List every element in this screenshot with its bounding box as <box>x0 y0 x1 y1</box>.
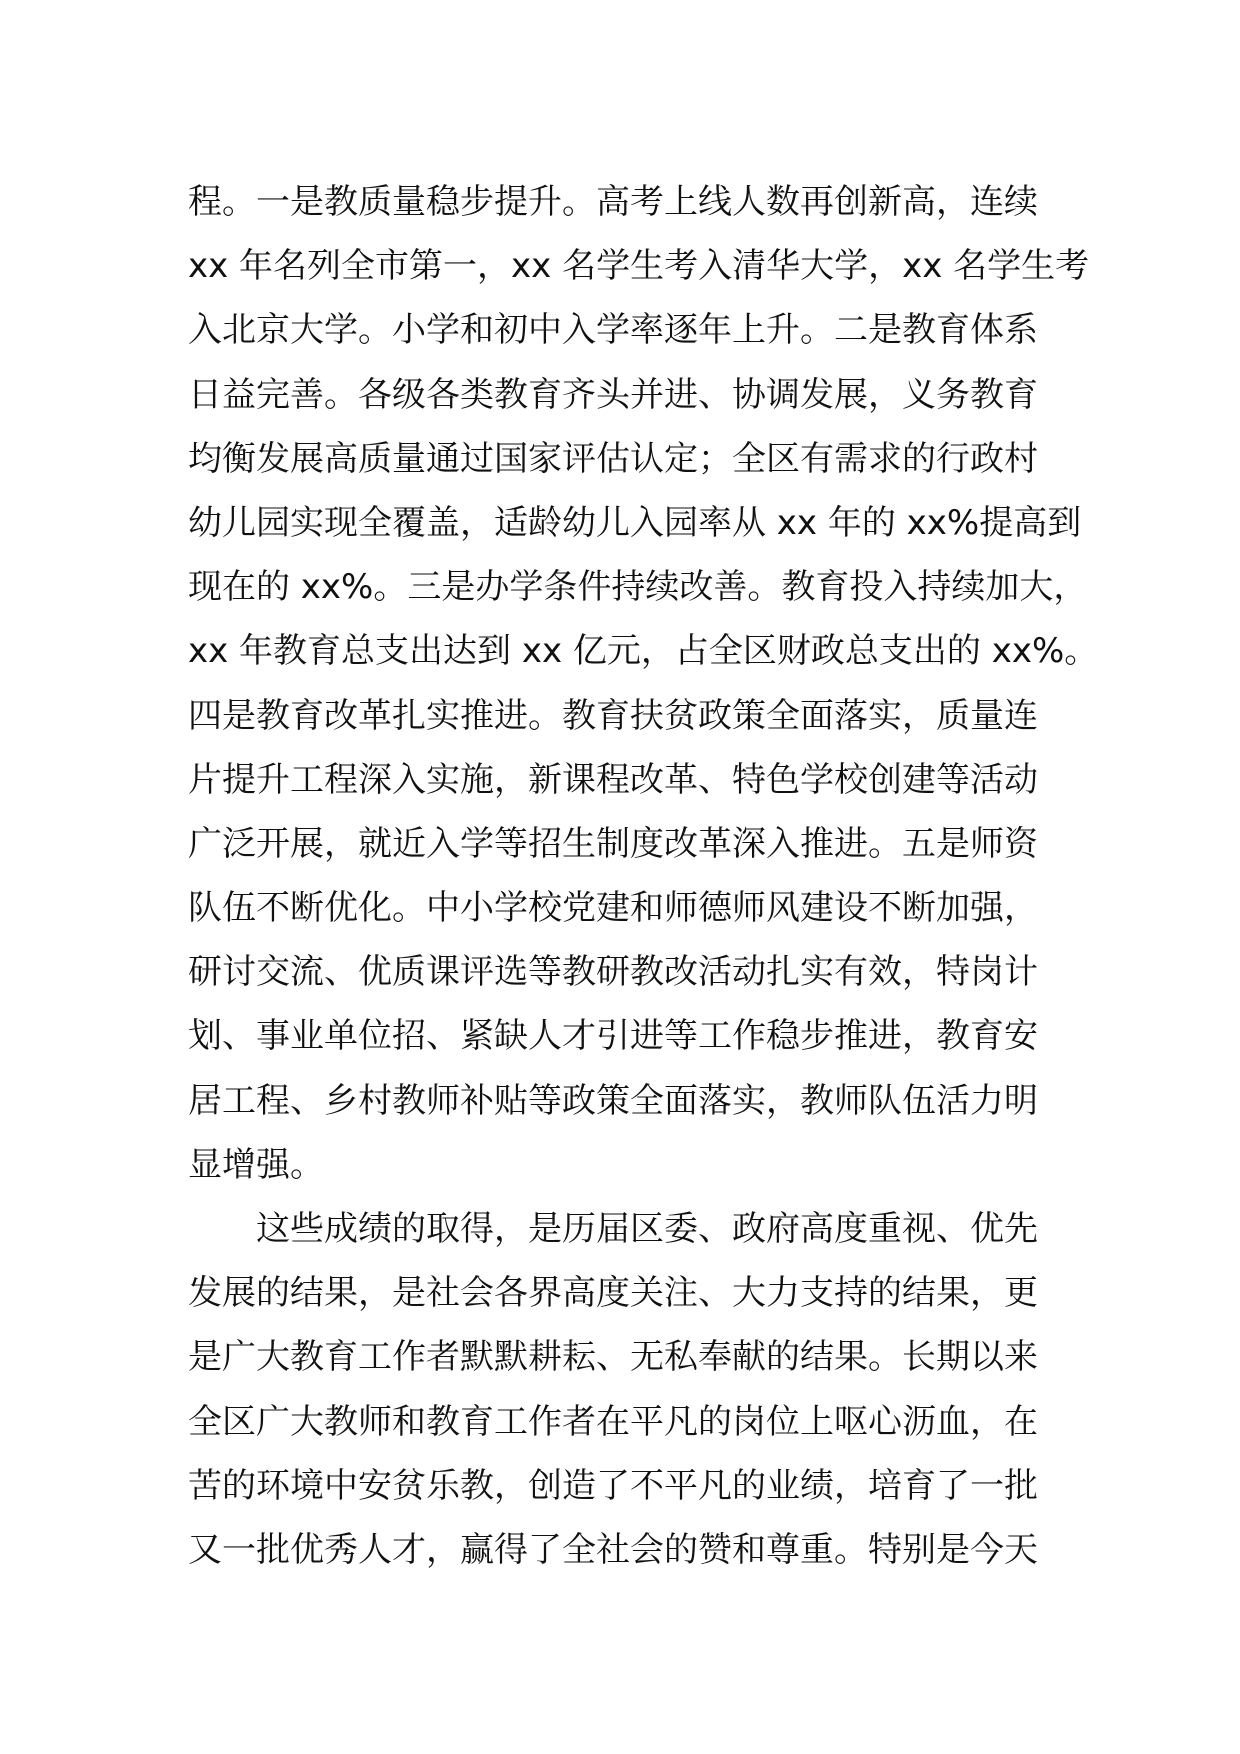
text-line: xx 年教育总支出达到 xx 亿元，占全区财政总支出的 xx%。 <box>188 631 1099 672</box>
text-line: xx 年名列全市第一，xx 名学生考入清华大学，xx 名学生考 <box>188 246 1090 287</box>
text-line: 幼儿园实现全覆盖，适龄幼儿入园率从 xx 年的 xx%提高到 <box>188 502 1082 543</box>
text-line: 研讨交流、优质课评选等教研教改活动扎实有效，特岗计 <box>188 952 1038 993</box>
text-line: 片提升工程深入实施，新课程改革、特色学校创建等活动 <box>188 759 1038 800</box>
text-line: 是广大教育工作者默默耕耘、无私奉献的结果。长期以来 <box>188 1337 1038 1378</box>
text-line: 居工程、乡村教师补贴等政策全面落实，教师队伍活力明 <box>188 1080 1038 1121</box>
text-line: 现在的 xx%。三是办学条件持续改善。教育投入持续加大， <box>188 567 1088 608</box>
text-line: 又一批优秀人才，赢得了全社会的赞和尊重。特别是今天 <box>188 1529 1038 1570</box>
text-line: 全区广大教师和教育工作者在平凡的岗位上呕心沥血，在 <box>188 1401 1038 1442</box>
text-line: 苦的环境中安贫乐教，创造了不平凡的业绩，培育了一批 <box>188 1465 1038 1506</box>
text-line: 广泛开展，就近入学等招生制度改革深入推进。五是师资 <box>188 823 1038 864</box>
text-line: 显增强。 <box>188 1144 324 1185</box>
text-line: 入北京大学。小学和初中入学率逐年上升。二是教育体系 <box>188 310 1038 351</box>
text-line: 队伍不断优化。中小学校党建和师德师风建设不断加强， <box>188 888 1038 929</box>
text-line: 划、事业单位招、紧缺人才引进等工作稳步推进，教育安 <box>188 1016 1038 1057</box>
text-line: 均衡发展高质量通过国家评估认定；全区有需求的行政村 <box>188 438 1038 479</box>
text-line: 程。一是教质量稳步提升。高考上线人数再创新高，连续 <box>188 182 1038 222</box>
text-line: 日益完善。各级各类教育齐头并进、协调发展，义务教育 <box>188 374 1038 415</box>
body-text <box>188 170 1099 1582</box>
text-line: 四是教育改革扎实推进。教育扶贫政策全面落实，质量连 <box>188 695 1038 736</box>
text-line: 发展的结果，是社会各界高度关注、大力支持的结果，更 <box>188 1273 1038 1314</box>
paragraph-first-line: 这些成绩的取得，是历届区委、政府高度重视、优先 <box>256 1209 1038 1249</box>
